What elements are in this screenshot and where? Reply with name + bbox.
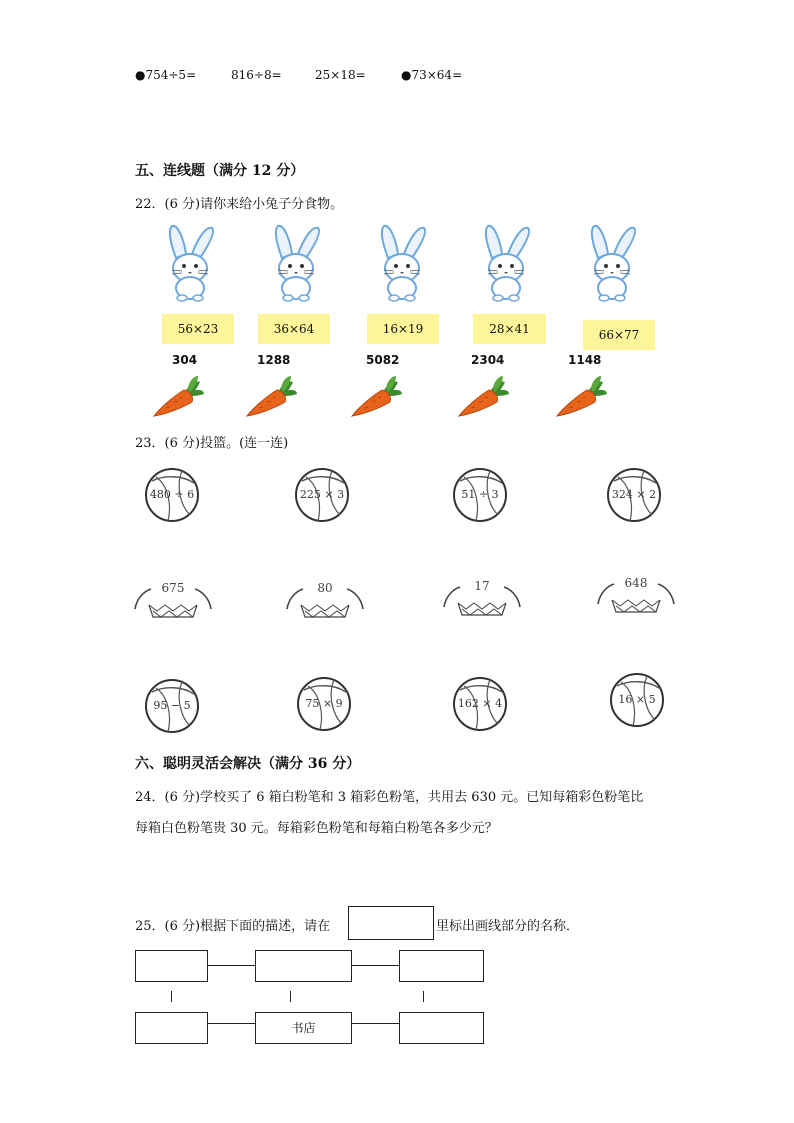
connector-line <box>352 1023 399 1024</box>
hoop-label: 17 <box>474 579 490 593</box>
carrot-icon <box>150 374 206 420</box>
answer-value: 1288 <box>257 353 291 367</box>
basketball <box>294 674 354 734</box>
expression-box: 36×64 <box>258 314 330 344</box>
carrot-icon <box>348 374 404 420</box>
section-5-title: 五、连线题（满分 12 分） <box>135 163 305 179</box>
rabbit-icon <box>268 222 324 302</box>
answer-value: 2304 <box>471 353 505 367</box>
rabbit-icon <box>162 222 218 302</box>
q24-line-2: 每箱白色粉笔贵 30 元。每箱彩色粉笔和每箱白粉笔各多少元？ <box>135 821 498 836</box>
q22-prompt: 22．(6 分)请你来给小兔子分食物。 <box>135 197 344 212</box>
carrot-icon <box>455 374 511 420</box>
calc-item: 25×18= <box>315 68 366 82</box>
basketball <box>604 465 664 525</box>
calc-item: ●73×64= <box>401 68 463 82</box>
q25-prompt-end: 里标出画线部分的名称． <box>436 919 580 934</box>
carrot-icon <box>243 374 299 420</box>
hoop <box>133 583 213 627</box>
basketball <box>450 465 510 525</box>
answer-value: 5082 <box>366 353 400 367</box>
answer-box[interactable] <box>135 1012 208 1044</box>
answer-box-sample <box>348 906 434 940</box>
connector-line <box>208 1023 255 1024</box>
answer-box[interactable] <box>135 950 208 982</box>
basketball <box>450 674 510 734</box>
ball-label: 16 × 5 <box>618 693 656 706</box>
connector-line <box>352 965 399 966</box>
connector-tick <box>290 991 291 1002</box>
q24-line-1: 24．(6 分)学校买了 6 箱白粉笔和 3 箱彩色粉笔，共用去 630 元。已知每箱彩色粉笔比 <box>135 790 644 805</box>
basketball <box>142 465 202 525</box>
expression-box: 16×19 <box>367 314 439 344</box>
carrot-icon <box>553 374 609 420</box>
basketball <box>607 670 667 730</box>
hoop <box>596 578 676 622</box>
ball-label: 225 × 3 <box>299 488 345 501</box>
connector-tick <box>171 991 172 1002</box>
answer-value: 1148 <box>568 353 602 367</box>
expression-box: 66×77 <box>583 320 655 350</box>
q23-prompt: 23．(6 分)投篮。(连一连) <box>135 436 289 451</box>
basketball <box>292 465 352 525</box>
connector-line <box>208 965 255 966</box>
rabbit-icon <box>584 222 640 302</box>
rabbit-icon <box>374 222 430 302</box>
ball-label: 95 − 5 <box>153 699 191 712</box>
ball-label: 51 ÷ 3 <box>461 488 499 501</box>
answer-value: 304 <box>172 353 198 367</box>
hoop-label: 675 <box>161 581 185 595</box>
hoop <box>285 583 365 627</box>
rabbit-icon <box>478 222 534 302</box>
connector-tick <box>423 991 424 1002</box>
expression-box: 56×23 <box>162 314 234 344</box>
hoop-label: 80 <box>317 581 333 595</box>
expression-box: 28×41 <box>473 314 546 344</box>
ball-label: 324 × 2 <box>611 488 657 501</box>
hoop <box>442 581 522 625</box>
ball-label: 480 ÷ 6 <box>149 488 195 501</box>
answer-box[interactable] <box>399 1012 484 1044</box>
answer-box[interactable] <box>255 950 352 982</box>
calc-item: ●754÷5= <box>135 68 197 82</box>
calc-item: 816÷8= <box>231 68 282 82</box>
basketball <box>142 676 202 736</box>
bookstore-box <box>255 1012 352 1044</box>
answer-box[interactable] <box>399 950 484 982</box>
ball-label: 162 × 4 <box>457 697 503 710</box>
section-6-title: 六、聪明灵活会解决（满分 36 分） <box>135 756 361 772</box>
bookstore-label: 书店 <box>291 1021 316 1035</box>
hoop-label: 648 <box>624 576 648 590</box>
ball-label: 75 × 9 <box>305 697 343 710</box>
q25-prompt-start: 25．(6 分)根据下面的描述，请在 <box>135 919 331 934</box>
